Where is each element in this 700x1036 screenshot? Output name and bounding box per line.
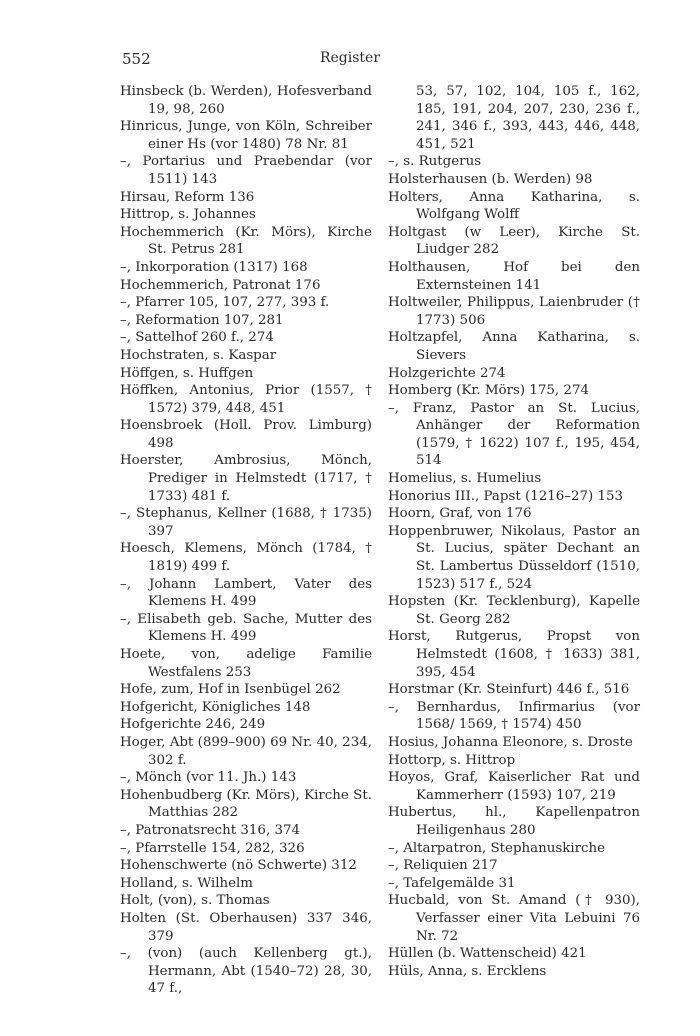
index-entry: –, Bernhardus, Infirmarius (vor 1568/ 1569, † 1574) 450 — [388, 699, 640, 733]
left-column — [120, 83, 372, 998]
index-entry: Hoger, Abt (899–900) 69 Nr. 40, 234, 302 f. — [120, 734, 372, 768]
index-entry: Holt, (von), s. Thomas — [120, 893, 270, 909]
index-entry: Hoensbroek (Holl. Prov. Limburg) 498 — [120, 418, 372, 451]
index-entry: Hochemmerich (Kr. Mörs), Kirche St. Petrus 281 — [120, 224, 372, 258]
index-entry: Horstmar (Kr. Steinfurt) 446 f., 516 — [388, 682, 630, 698]
index-entry: Hüllen (b. Wattenscheid) 421 — [388, 946, 587, 962]
index-entry: Hottorp, s. Hittrop — [388, 752, 516, 768]
index-entry: Hüls, Anna, s. Ercklens — [388, 963, 547, 979]
index-entry: –, Tafelgemälde 31 — [388, 875, 516, 891]
index-entry: Holtweiler, Philippus, Laienbruder († 1773) 506 — [388, 295, 640, 328]
running-title: Register — [319, 50, 381, 66]
index-entry: –, Patronatsrecht 316, 374 — [120, 822, 301, 838]
index-entry: –, (von) (auch Kellenberg gt.), Hermann, Abt (1540–72) 28, 30, 47 f., — [120, 946, 372, 997]
index-entry: Hofgerichte 246, 249 — [120, 717, 266, 733]
index-entry: Hoorn, Graf, von 176 — [388, 506, 532, 522]
index-entry: –, Reliquien 217 — [388, 858, 498, 874]
index-entry: –, Stephanus, Kellner (1688, † 1735) 397 — [120, 506, 372, 539]
index-entry: Hoyos, Graf, Kaiserlicher Rat und Kammerherr (1593) 107, 219 — [388, 770, 640, 803]
index-entry: Hochstraten, s. Kaspar — [120, 347, 277, 363]
index-entry: Holtgast (w Leer), Kirche St. Liudger 282 — [388, 224, 640, 258]
index-entry: Höffken, Antonius, Prior (1557, † 1572) 379, 448, 451 — [120, 383, 372, 416]
index-entry: –, s. Rutgerus — [388, 154, 482, 170]
index-entry: –, Pfarrer 105, 107, 277, 393 f. — [120, 295, 330, 311]
index-entry: Hochemmerich, Patronat 176 — [120, 277, 321, 293]
index-entry: –, Inkorporation (1317) 168 — [120, 259, 308, 275]
index-entry: –, Franz, Pastor an St. Lucius, Anhänger der Reformation (1579, † 1622) 107 f., 195, 454, 514 — [388, 400, 640, 469]
index-entry: –, Altarpatron, Stephanuskirche — [388, 840, 606, 856]
index-entry: Holland, s. Wilhelm — [120, 875, 254, 891]
index-entry: Holthausen, Hof bei den Externsteinen 141 — [388, 259, 640, 293]
right-column — [388, 83, 640, 980]
index-entry: Hopsten (Kr. Tecklenburg), Kapelle St. Georg 282 — [388, 594, 640, 627]
index-entry: Hittrop, s. Johannes — [120, 207, 256, 223]
index-entry: –, Elisabeth geb. Sache, Mutter des Klemens H. 499 — [120, 611, 372, 645]
index-entry-continuation: 53, 57, 102, 104, 105 f., 162, 185, 191, 204, 207, 230, 236 f., 241, 346 f., 393, 443, 446, 448, 451, 521 — [416, 84, 640, 152]
index-entry: Horst, Rutgerus, Propst von Helmstedt (1608, † 1633) 381, 395, 454 — [388, 629, 640, 680]
index-entry: Homberg (Kr. Mörs) 175, 274 — [388, 383, 589, 399]
index-entry: Hubertus, hl., Kapellenpatron Heiligenhaus 280 — [388, 805, 640, 838]
index-entry: Hoerster, Ambrosius, Mönch, Prediger in Helmstedt (1717, † 1733) 481 f. — [120, 453, 372, 504]
index-entry: Holters, Anna Katharina, s. Wolfgang Wolff — [388, 189, 640, 223]
index-entry: Hinsbeck (b. Werden), Hofesverband 19, 98, 260 — [120, 84, 372, 117]
index-entry: Hosius, Johanna Eleonore, s. Droste — [388, 734, 633, 750]
index-entry: Holsterhausen (b. Werden) 98 — [388, 171, 593, 187]
page-number: 552 — [122, 50, 151, 68]
index-entry: Hoppenbruwer, Nikolaus, Pastor an St. Lucius, später Dechant an St. Lambertus Düsseldorf (1510, 1523) 517 f., 524 — [388, 523, 640, 592]
index-entry: –, Mönch (vor 11. Jh.) 143 — [120, 770, 297, 786]
index-entry: Höffgen, s. Huffgen — [120, 365, 254, 381]
index-entry: Hoesch, Klemens, Mönch (1784, † 1819) 499 f. — [120, 541, 372, 575]
index-entry: Holtzapfel, Anna Katharina, s. Sievers — [388, 330, 640, 363]
index-entry: Hirsau, Reform 136 — [120, 189, 255, 205]
index-entry: Holzgerichte 274 — [388, 365, 506, 381]
index-entry: Hofgericht, Königliches 148 — [120, 699, 311, 715]
index-entry: Hohenbudberg (Kr. Mörs), Kirche St. Matthias 282 — [120, 787, 372, 821]
index-entry: –, Pfarrstelle 154, 282, 326 — [120, 840, 305, 856]
index-entry: –, Sattelhof 260 f., 274 — [120, 330, 274, 346]
index-entry: Hoete, von, adelige Familie Westfalens 253 — [120, 647, 372, 680]
index-entry: Holten (St. Oberhausen) 337 346, 379 — [120, 910, 372, 944]
index-entry: –, Johann Lambert, Vater des Klemens H. 499 — [120, 576, 372, 610]
index-entry: –, Portarius und Praebendar (vor 1511) 143 — [120, 154, 372, 187]
index-entry: Hofe, zum, Hof in Isenbügel 262 — [120, 682, 341, 698]
index-entry: Hinricus, Junge, von Köln, Schreiber einer Hs (vor 1480) 78 Nr. 81 — [120, 119, 372, 152]
index-entry: Hohenschwerte (nö Schwerte) 312 — [120, 858, 357, 874]
index-entry: Honorius III., Papst (1216–27) 153 — [388, 488, 624, 504]
index-entry: Homelius, s. Humelius — [388, 471, 542, 487]
index-entry: Hucbald, von St. Amand († 930), Verfasser einer Vita Lebuini 76 Nr. 72 — [388, 893, 640, 944]
page-header — [122, 50, 578, 72]
index-entry: –, Reformation 107, 281 — [120, 312, 284, 328]
